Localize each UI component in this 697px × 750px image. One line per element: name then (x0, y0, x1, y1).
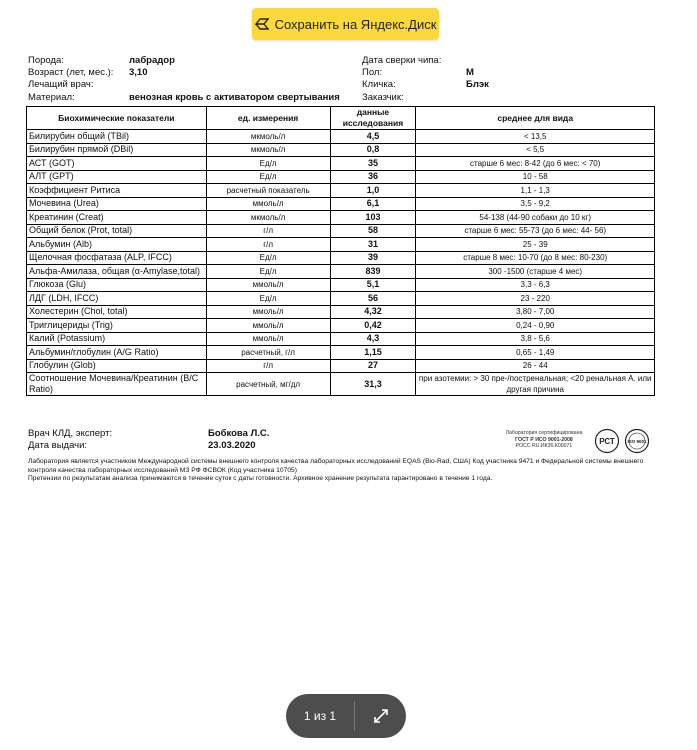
table-row (27, 278, 655, 292)
reference-cell: 25 - 39 (416, 238, 655, 252)
reference-cell: старше 6 мес: 55-73 (до 6 мес: 44- 56) (416, 224, 655, 238)
table-row (27, 184, 655, 198)
svg-text:ISO 9001: ISO 9001 (627, 439, 647, 444)
material-value: венозная кровь с активатором свертывания (129, 92, 340, 103)
customer-label: Заказчик: (362, 92, 404, 103)
unit-cell: расчетный показатель (206, 184, 330, 198)
unit-cell: г/л (206, 238, 330, 252)
indicator-cell: АСТ (GOT) (27, 157, 207, 171)
value-cell: 36 (330, 170, 416, 184)
indicator-cell: Коэффициент Ритиса (27, 184, 207, 198)
indicator-cell: Калий (Potassium) (27, 332, 207, 346)
value-cell: 5,1 (330, 278, 416, 292)
value-cell: 31,3 (330, 373, 416, 396)
unit-cell: Ед/л (206, 170, 330, 184)
indicator-cell: Глюкоза (Glu) (27, 278, 207, 292)
table-header-row (27, 107, 655, 130)
pct-logo (596, 430, 619, 453)
cert-line: РОСС RU.ИК36.К00071 (515, 443, 573, 449)
sex-label: Пол: (362, 67, 383, 78)
page-controls (286, 694, 406, 738)
reference-cell: 10 - 58 (416, 170, 655, 184)
value-cell: 839 (330, 265, 416, 279)
table-row (27, 319, 655, 333)
indicator-cell: Альбумин/глобулин (A/G Ratio) (27, 346, 207, 360)
reference-cell: старше 6 мес: 8-42 (до 6 мес: < 70) (416, 157, 655, 171)
reference-cell: 26 - 44 (416, 359, 655, 373)
issue-date: 23.03.2020 (208, 440, 256, 451)
reference-cell: при азотемии: > 30 пре-/постренальная; <20 ренальная А. или другая причина (416, 373, 655, 396)
reference-cell: < 5,5 (416, 143, 655, 157)
table-row (27, 251, 655, 265)
value-cell: 4,5 (330, 130, 416, 144)
indicator-cell: Креатинин (Creat) (27, 211, 207, 225)
unit-cell: ммоль/л (206, 278, 330, 292)
value-cell: 35 (330, 157, 416, 171)
unit-cell: мкмоль/л (206, 211, 330, 225)
table-row (27, 359, 655, 373)
cert-line: ГОСТ Р ИСО 9001-2008 (515, 436, 573, 443)
unit-cell: ммоль/л (206, 332, 330, 346)
svg-text:РСТ: РСТ (599, 437, 615, 446)
unit-cell: г/л (206, 224, 330, 238)
unit-cell: ммоль/л (206, 319, 330, 333)
value-cell: 39 (330, 251, 416, 265)
value-cell: 27 (330, 359, 416, 373)
table-row (27, 332, 655, 346)
table-row (27, 130, 655, 144)
indicator-cell: Мочевина (Urea) (27, 197, 207, 211)
page-counter: 1 из 1 (303, 709, 337, 723)
value-cell: 31 (330, 238, 416, 252)
indicator-cell: Триглицериды (Trig) (27, 319, 207, 333)
table-row (27, 305, 655, 319)
table-row (27, 143, 655, 157)
reference-cell: < 13,5 (416, 130, 655, 144)
table-row (27, 265, 655, 279)
disk-icon (255, 18, 269, 30)
value-cell: 1,0 (330, 184, 416, 198)
breed-value: лабрадор (129, 55, 175, 66)
indicator-cell: Альбумин (Alb) (27, 238, 207, 252)
reference-cell: 300 -1500 (старше 4 мес) (416, 265, 655, 279)
reference-cell: 3,8 - 5,6 (416, 332, 655, 346)
nick-value: Блэк (466, 79, 489, 90)
indicator-cell: Общий белок (Prot, total) (27, 224, 207, 238)
age-value: 3,10 (129, 67, 148, 78)
doctor-label: Врач КЛД, эксперт: (28, 428, 113, 439)
unit-cell: ммоль/л (206, 197, 330, 211)
value-cell: 103 (330, 211, 416, 225)
table-row (27, 238, 655, 252)
header-value: данные исследования (330, 107, 416, 130)
certification-text (498, 430, 590, 450)
unit-cell: расчетный, мг/дл (206, 373, 330, 396)
header-reference: среднее для вида (416, 107, 655, 130)
value-cell: 4,3 (330, 332, 416, 346)
indicator-cell: Щелочная фосфатаза (ALP, IFCC) (27, 251, 207, 265)
indicator-cell: ЛДГ (LDH, IFCC) (27, 292, 207, 306)
indicator-cell: Соотношение Мочевина/Креатинин (B/C Ratio) (27, 373, 207, 396)
unit-cell: ммоль/л (206, 305, 330, 319)
reference-cell: 54-138 (44-90 собаки до 10 кг) (416, 211, 655, 225)
expand-icon (374, 709, 388, 723)
doctor-name: Бобкова Л.С. (208, 428, 270, 439)
value-cell: 56 (330, 292, 416, 306)
unit-cell: Ед/л (206, 251, 330, 265)
reference-cell: 3,5 - 9,2 (416, 197, 655, 211)
unit-cell: мкмоль/л (206, 143, 330, 157)
nick-label: Кличка: (362, 79, 396, 90)
indicator-cell: АЛТ (GPT) (27, 170, 207, 184)
certification-logos (594, 428, 652, 454)
footnote-eqas: Лаборатория является участником Международной системы внешнего контроля качества лабораторных исследований EQAS (Bio-Rad, США) Код участника 9471 и Федеральной системы внешнего контроля качества лабораторных исследований МЗ РФ ФСВОК (Код участника 10705) (28, 458, 644, 474)
table-row (27, 346, 655, 360)
iso-logo (626, 430, 649, 453)
footnote-claims: Претензии по результатам анализа принимаются в течение суток с даты готовности. Архивное хранение результата гарантировано в течение 1 года. (28, 475, 493, 482)
indicator-cell: Глобулин (Glob) (27, 359, 207, 373)
table-row (27, 197, 655, 211)
reference-cell: старше 8 мес: 10-70 (до 8 мес: 80-230) (416, 251, 655, 265)
table-row (27, 373, 655, 396)
value-cell: 58 (330, 224, 416, 238)
table-row (27, 157, 655, 171)
value-cell: 1,15 (330, 346, 416, 360)
value-cell: 0,8 (330, 143, 416, 157)
reference-cell: 0,24 - 0,90 (416, 319, 655, 333)
unit-cell: г/л (206, 359, 330, 373)
reference-cell: 3,3 - 6,3 (416, 278, 655, 292)
header-indicator: Биохимические показатели (27, 107, 207, 130)
unit-cell: Ед/л (206, 157, 330, 171)
sex-value: М (466, 67, 474, 78)
indicator-cell: Билирубин прямой (DBil) (27, 143, 207, 157)
reference-cell: 1,1 - 1,3 (416, 184, 655, 198)
age-label: Возраст (лет, мес.): (28, 67, 114, 78)
vet-label: Лечащий врач: (28, 79, 94, 90)
value-cell: 0,42 (330, 319, 416, 333)
reference-cell: 0,65 - 1,49 (416, 346, 655, 360)
save-button-label: Сохранить на Яндекс.Диск (274, 16, 437, 32)
value-cell: 4,32 (330, 305, 416, 319)
footnotes (28, 458, 658, 484)
unit-cell: Ед/л (206, 265, 330, 279)
indicator-cell: Билирубин общий (TBil) (27, 130, 207, 144)
material-label: Материал: (28, 92, 75, 103)
save-to-yandex-disk-button[interactable] (252, 8, 439, 40)
unit-cell: расчетный, г/л (206, 346, 330, 360)
breed-label: Порода: (28, 55, 64, 66)
table-row (27, 170, 655, 184)
value-cell: 6,1 (330, 197, 416, 211)
fullscreen-button[interactable] (355, 709, 406, 723)
header-unit: ед. измерения (206, 107, 330, 130)
unit-cell: мкмоль/л (206, 130, 330, 144)
reference-cell: 23 - 220 (416, 292, 655, 306)
reference-cell: 3,80 - 7,00 (416, 305, 655, 319)
unit-cell: Ед/л (206, 292, 330, 306)
table-row (27, 211, 655, 225)
results-table (26, 106, 655, 396)
table-row (27, 292, 655, 306)
indicator-cell: Альфа-Амилаза, общая (α-Amylase,total) (27, 265, 207, 279)
table-row (27, 224, 655, 238)
indicator-cell: Холестерин (Chol, total) (27, 305, 207, 319)
cert-line: Лаборатория сертифицирована (505, 430, 583, 436)
chip-date-label: Дата сверки чипа: (362, 55, 442, 66)
issue-date-label: Дата выдачи: (28, 440, 88, 451)
